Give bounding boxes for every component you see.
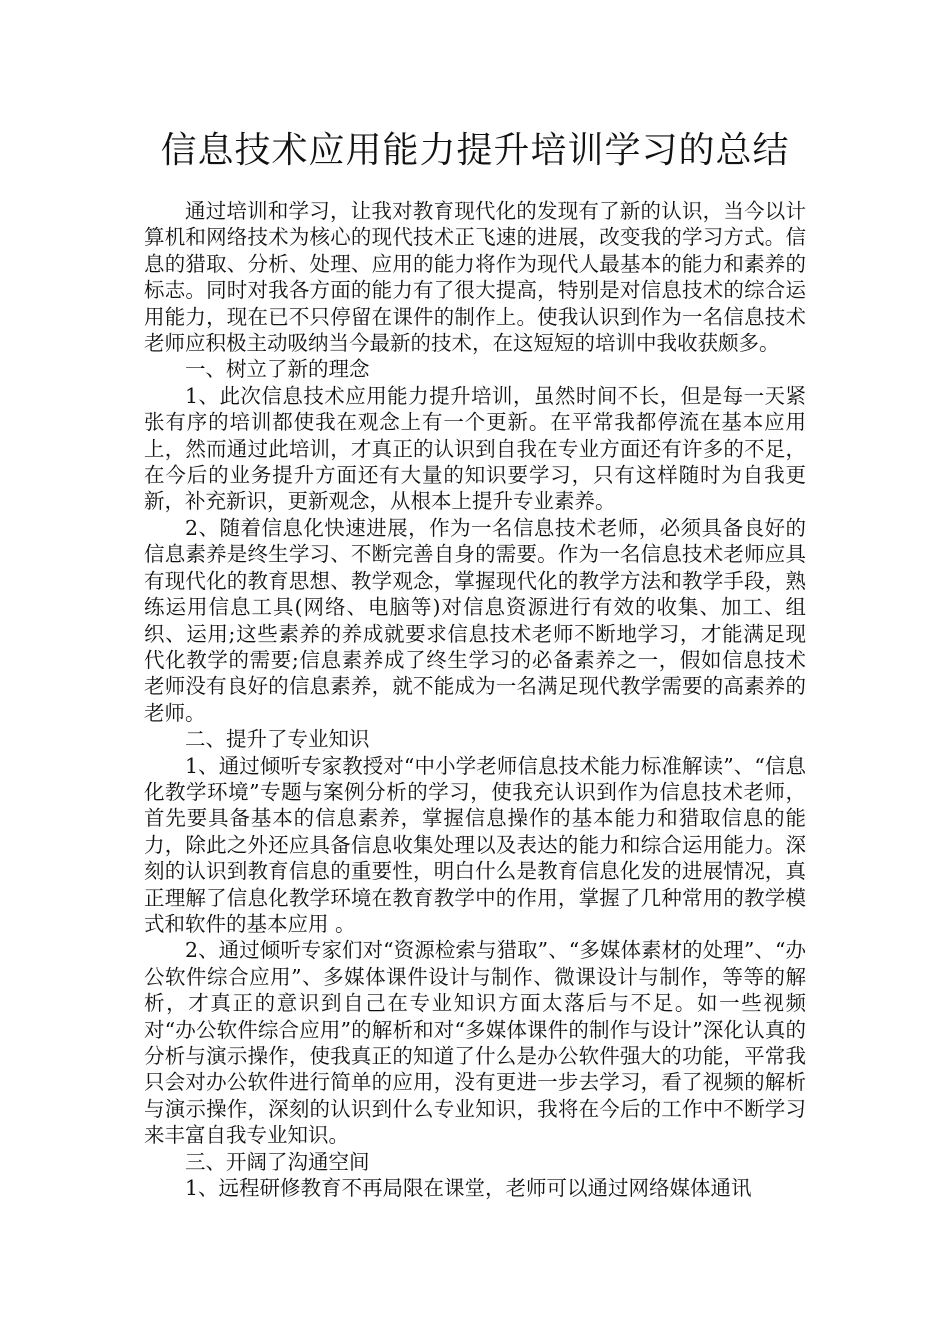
section-heading-2: 二、提升了专业知识: [185, 727, 370, 752]
section-heading-1: 一、树立了新的理念: [185, 357, 370, 382]
document-title: 信息技术应用能力提升培训学习的总结: [160, 130, 790, 171]
document-body: [144, 198, 806, 1201]
paragraph: 2、随着信息化快速进展，作为一名信息技术老师，必须具备良好的信息素养是终生学习、不断完善自身的需要。作为一名信息技术老师应具有现代化的教育思想、教学观念，掌握现代化的教学方法和教学手段，熟练运用信息工具(网络、电脑等)对信息资源进行有效的收集、加工、组织、运用;这些素养的养成就要求信息技术老师不断地学习，才能满足现代化教学的需要;信息素养成了终生学习的必备素养之一，假如信息技术老师没有良好的信息素养，就不能成为一名满足现代教学需要的高素养的老师。: [144, 515, 806, 725]
intro-paragraph: 通过培训和学习，让我对教育现代化的发现有了新的认识，当今以计算机和网络技术为核心的现代技术正飞速的进展，改变我的学习方式。信息的猎取、分析、处理、应用的能力将作为现代人最基本的能力和素养的标志。同时对我各方面的能力有了很大提高，特别是对信息技术的综合运用能力，现在已不只停留在课件的制作上。使我认识到作为一名信息技术老师应积极主动吸纳当今最新的技术，在这短短的培训中我收获颇多。: [144, 199, 806, 356]
paragraph: 2、通过倾听专家们对“资源检索与猎取”、“多媒体素材的处理”、“办公软件综合应用”、多媒体课件设计与制作、微课设计与制作，等等的解析，才真正的意识到自己在专业知识方面太落后与不足。如一些视频对“办公软件综合应用”的解析和对“多媒体课件的制作与设计”深化认真的分析与演示操作，使我真正的知道了什么是办公软件强大的功能，平常我只会对办公软件进行简单的应用，没有更进一步去学习，看了视频的解析与演示操作，深刻的认识到什么专业知识，我将在今后的工作中不断学习来丰富自我专业知识。: [144, 938, 806, 1148]
paragraph: 1、通过倾听专家教授对“中小学老师信息技术能力标准解读”、“信息化教学环境”专题与案例分析的学习，使我充认识到作为信息技术老师，首先要具备基本的信息素养，掌握信息操作的基本能力和猎取信息的能力，除此之外还应具备信息收集处理以及表达的能力和综合运用能力。深刻的认识到教育信息的重要性，明白什么是教育信息化发的进展情况，真正理解了信息化教学环境在教育教学中的作用，掌握了几种常用的教学模式和软件的基本应用 。: [144, 753, 806, 936]
section-heading-3: 三、开阔了沟通空间: [185, 1149, 370, 1174]
paragraph: 1、此次信息技术应用能力提升培训，虽然时间不长，但是每一天紧张有序的培训都使我在观念上有一个更新。在平常我都停流在基本应用上，然而通过此培训，才真正的认识到自我在专业方面还有许多的不足，在今后的业务提升方面还有大量的知识要学习，只有这样随时为自我更新，补充新识，更新观念，从根本上提升专业素养。: [144, 383, 806, 514]
paragraph: 1、远程研修教育不再局限在课堂，老师可以通过网络媒体通讯: [185, 1176, 752, 1201]
